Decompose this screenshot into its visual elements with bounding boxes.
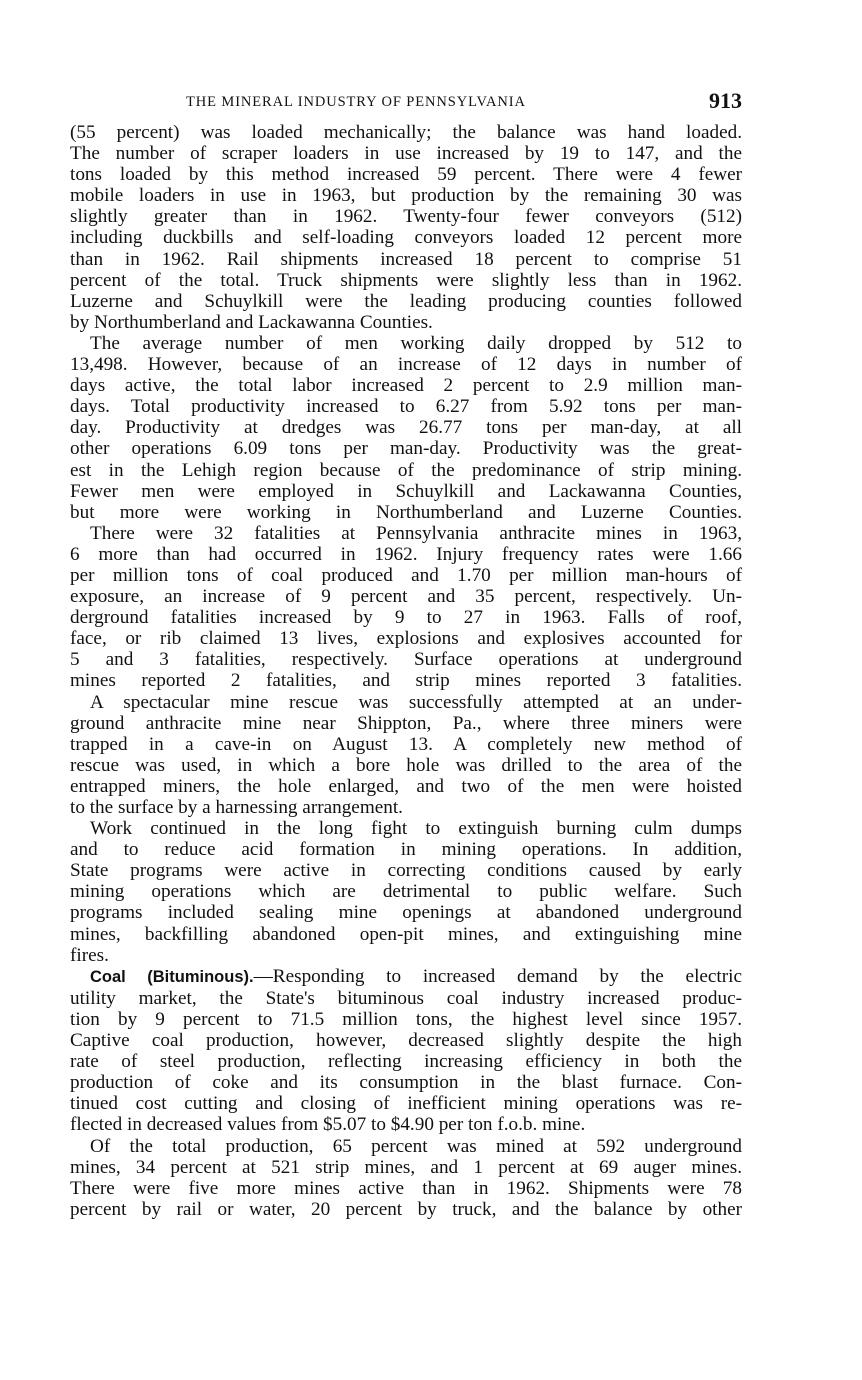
text-line: derground fatalities increased by 9 to 27 in 1963. Falls of roof, — [70, 607, 742, 629]
paragraph — [70, 523, 742, 692]
text-line: rate of steel production, reflecting increasing efficiency in both the — [70, 1051, 742, 1073]
text-line: tons loaded by this method increased 59 percent. There were 4 fewer — [70, 164, 742, 186]
text-line — [70, 966, 742, 988]
text-line: Fewer men were employed in Schuylkill and Lackawanna Counties, — [70, 480, 742, 502]
text-line: days. Total productivity increased to 6.27 from 5.92 tons per man- — [70, 396, 742, 418]
text-line: mines, 34 percent at 521 strip mines, and 1 percent at 69 auger mines. — [70, 1156, 742, 1178]
text-line: face, or rib claimed 13 lives, explosions and explosives accounted for — [70, 628, 742, 650]
section-run-in-heading: Coal (Bituminous). — [90, 967, 254, 986]
paragraph — [70, 333, 742, 523]
text-line: production of coke and its consumption in the blast furnace. Con- — [70, 1072, 742, 1094]
text-line: percent by rail or water, 20 percent by truck, and the balance by other — [70, 1198, 742, 1220]
text-line: Work continued in the long fight to extinguish burning culm dumps — [90, 818, 742, 840]
text-line: to the surface by a harnessing arrangement. — [70, 797, 403, 818]
text-line: mining operations which are detrimental to public welfare. Such — [70, 881, 742, 903]
text-line: A spectacular mine rescue was successfully attempted at an under- — [90, 691, 742, 713]
text-line: Luzerne and Schuylkill were the leading producing counties followed — [70, 290, 742, 312]
text-line: exposure, an increase of 9 percent and 35 percent, respectively. Un- — [70, 586, 742, 608]
text-line: There were five more mines active than in 1962. Shipments were 78 — [70, 1177, 742, 1199]
text-line: tinued cost cutting and closing of inefficient mining operations was re- — [70, 1093, 742, 1115]
text-line: days active, the total labor increased 2 percent to 2.9 million man- — [70, 375, 742, 397]
paragraph — [70, 1136, 742, 1220]
text-line: than in 1962. Rail shipments increased 18 percent to comprise 51 — [70, 248, 742, 270]
text-line: trapped in a cave-in on August 13. A completely new method of — [70, 733, 742, 755]
text-span: —Responding to increased demand by the electric — [253, 965, 743, 987]
paragraph — [70, 966, 742, 1136]
paragraph — [70, 122, 742, 333]
text-line: fires. — [70, 944, 109, 966]
text-line: per million tons of coal produced and 1.70 per million man-hours of — [70, 564, 742, 586]
text-line: and to reduce acid formation in mining operations. In addition, — [70, 839, 742, 861]
text-line: Captive coal production, however, decreased slightly despite the high — [70, 1030, 742, 1052]
text-line: day. Productivity at dredges was 26.77 tons per man-day, at all — [70, 417, 742, 439]
text-line: There were 32 fatalities at Pennsylvania anthracite mines in 1963, — [90, 522, 742, 544]
page-number: 913 — [709, 88, 742, 113]
text-line: (55 percent) was loaded mechanically; the balance was hand loaded. — [70, 122, 742, 143]
text-line: other operations 6.09 tons per man-day. Productivity was the great- — [70, 438, 742, 460]
running-head: THE MINERAL INDUSTRY OF PENNSYLVANIA — [186, 94, 526, 110]
text-line: 6 more than had occurred in 1962. Injury frequency rates were 1.66 — [70, 543, 742, 565]
text-line: 13,498. However, because of an increase of 12 days in number of — [70, 354, 742, 376]
text-line: but more were working in Northumberland and Luzerne Counties. — [70, 501, 742, 523]
text-line: flected in decreased values from $5.07 to $4.90 per ton f.o.b. mine. — [70, 1114, 586, 1136]
text-line: mobile loaders in use in 1963, but production by the remaining 30 was — [70, 185, 742, 207]
text-line: utility market, the State's bituminous coal industry increased produc- — [70, 987, 742, 1009]
text-line: est in the Lehigh region because of the predominance of strip mining. — [70, 459, 742, 481]
text-line: mines reported 2 fatalities, and strip mines reported 3 fatalities. — [70, 670, 742, 692]
text-line: 5 and 3 fatalities, respectively. Surface operations at underground — [70, 649, 742, 671]
text-line: programs included sealing mine openings at abandoned underground — [70, 902, 742, 924]
text-line: The average number of men working daily dropped by 512 to — [90, 332, 742, 354]
text-line: including duckbills and self-loading conveyors loaded 12 percent more — [70, 227, 742, 249]
text-line: The number of scraper loaders in use increased by 19 to 147, and the — [70, 143, 742, 165]
text-line: mines, backfilling abandoned open-pit mines, and extinguishing mine — [70, 923, 742, 945]
text-line: entrapped miners, the hole enlarged, and two of the men were hoisted — [70, 775, 742, 797]
text-line: State programs were active in correcting conditions caused by early — [70, 860, 742, 882]
paragraph — [70, 818, 742, 966]
text-line: tion by 9 percent to 71.5 million tons, the highest level since 1957. — [70, 1008, 742, 1030]
text-line: Of the total production, 65 percent was mined at 592 underground — [90, 1135, 742, 1157]
page — [70, 88, 742, 1220]
text-line: slightly greater than in 1962. Twenty-four fewer conveyors (512) — [70, 206, 742, 228]
text-line: percent of the total. Truck shipments were slightly less than in 1962. — [70, 269, 742, 291]
text-line: ground anthracite mine near Shippton, Pa., where three miners were — [70, 712, 742, 734]
page-header — [70, 88, 742, 116]
text-line: by Northumberland and Lackawanna Counties. — [70, 311, 433, 333]
text-line: rescue was used, in which a bore hole was drilled to the area of the — [70, 754, 742, 776]
paragraph — [70, 692, 742, 819]
